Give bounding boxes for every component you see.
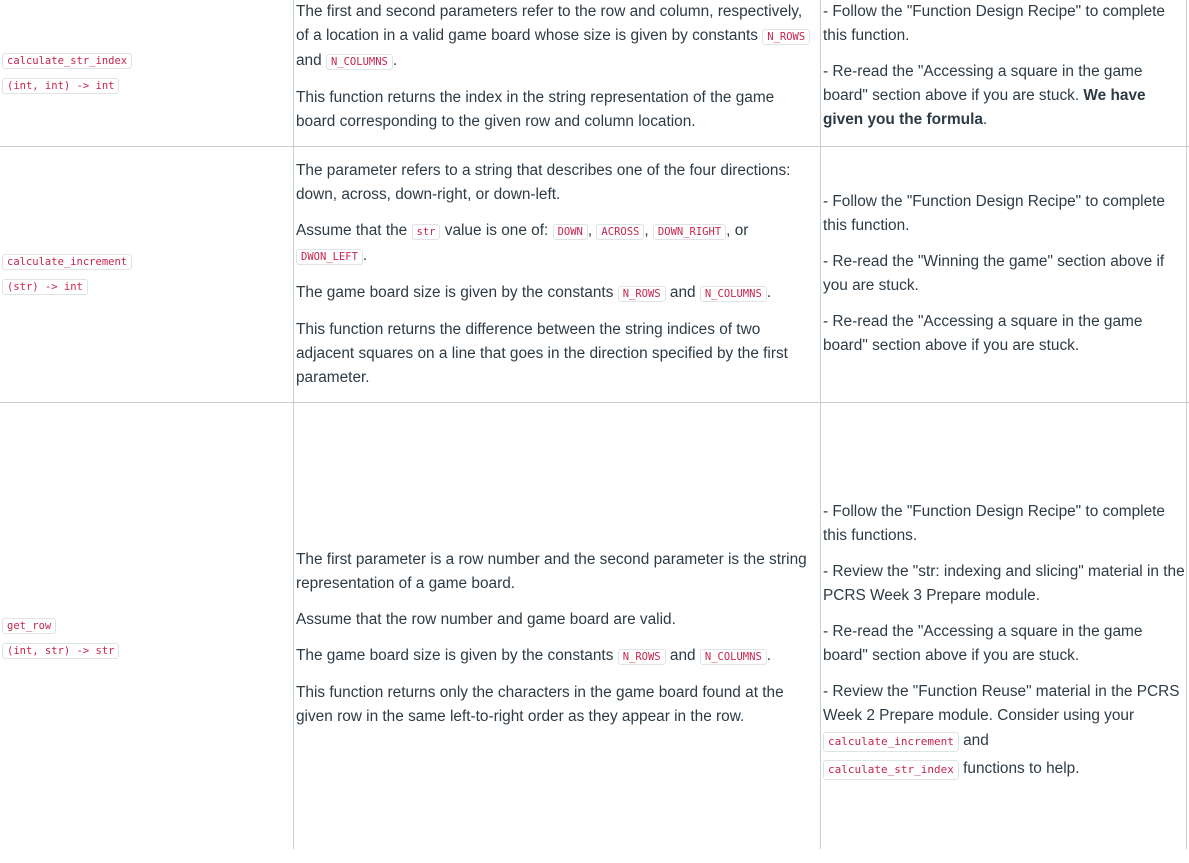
function-reference-code: calculate_increment (823, 732, 959, 752)
description-paragraph: The parameter refers to a string that describes one of the four directions: down, across, down-right, or down-left. (296, 161, 791, 203)
description-paragraph: The first parameter is a row number and the second parameter is the string representation of a game board. (296, 551, 807, 592)
hint-paragraph: - Follow the "Function Design Recipe" to complete this function. (823, 3, 1165, 44)
constant-code: N_COLUMNS (326, 54, 393, 70)
description-cell (296, 0, 814, 146)
table-row (0, 146, 1189, 403)
constant-code: N_COLUMNS (700, 649, 767, 665)
function-signature: (int, str) -> str (2, 643, 119, 659)
direction-code: DWON_LEFT (296, 249, 363, 265)
description-paragraph: This function returns the difference between the string indices of two adjacent squares on a line that goes in the direction specified by the first parameter. (296, 320, 788, 386)
constant-code: N_ROWS (618, 286, 666, 302)
table-row (0, 0, 1189, 147)
hint-paragraph: - Review the "str: indexing and slicing" material in the PCRS Week 3 Prepare module. (823, 563, 1185, 604)
direction-code: ACROSS (596, 224, 644, 240)
hints-cell (823, 146, 1185, 402)
column-divider (820, 0, 821, 849)
description-paragraph: This function returns the index in the string representation of the game board corresponding to the given row and column location. (296, 89, 775, 130)
hint-paragraph: - Follow the "Function Design Recipe" to complete this functions. (823, 503, 1165, 544)
hint-paragraph: - Re-read the "Winning the game" section above if you are stuck. (823, 253, 1165, 294)
description-paragraph: Assume that the row number and game board are valid. (296, 611, 676, 628)
function-signature: (int, int) -> int (2, 78, 119, 94)
function-cell (2, 403, 290, 863)
hint-paragraph: - Re-read the "Accessing a square in the game board" section above if you are stuck. (823, 623, 1143, 664)
hints-cell (823, 403, 1185, 863)
hint-paragraph: - Review the "Function Reuse" material in the PCRS Week 2 Prepare module. Consider using your calculate_increment and calculate_str_index functions to help. (823, 680, 1185, 784)
direction-code: DOWN_RIGHT (653, 224, 726, 240)
column-divider (293, 0, 294, 849)
description-paragraph: The game board size is given by the constants N_ROWS and N_COLUMNS . (296, 283, 772, 301)
function-name: calculate_str_index (2, 53, 132, 69)
direction-code: DOWN (553, 224, 588, 240)
function-signature: (str) -> int (2, 279, 88, 295)
description-cell (296, 403, 814, 863)
description-paragraph: Assume that the str value is one of: DOWN , ACROSS , DOWN_RIGHT , or DWON_LEFT . (296, 221, 749, 264)
description-paragraph: This function returns only the characters in the game board found at the given row in the same left-to-right order as they appear in the row. (296, 684, 784, 725)
constant-code: N_ROWS (762, 29, 810, 45)
table-row (0, 403, 1189, 863)
constant-code: N_COLUMNS (700, 286, 767, 302)
function-reference-code: calculate_str_index (823, 760, 959, 780)
hint-bold: We have given you the formula (823, 87, 1146, 128)
hint-paragraph: - Follow the "Function Design Recipe" to complete this function. (823, 193, 1165, 234)
description-cell (296, 146, 814, 402)
function-name: calculate_increment (2, 254, 132, 270)
description-paragraph: The game board size is given by the constants N_ROWS and N_COLUMNS . (296, 647, 772, 664)
column-divider (1186, 0, 1187, 849)
function-cell (2, 146, 290, 402)
hint-paragraph: - Re-read the "Accessing a square in the game board" section above if you are stuck. We have given you the formula. (823, 63, 1146, 128)
type-code: str (412, 224, 441, 240)
hints-cell (823, 0, 1185, 146)
function-name: get_row (2, 618, 56, 634)
hint-paragraph: - Re-read the "Accessing a square in the game board" section above if you are stuck. (823, 313, 1143, 354)
function-cell (2, 0, 290, 146)
constant-code: N_ROWS (618, 649, 666, 665)
description-paragraph: The first and second parameters refer to the row and column, respectively, of a location in a valid game board whose size is given by constants N_ROWS and N_COLUMNS . (296, 0, 814, 74)
